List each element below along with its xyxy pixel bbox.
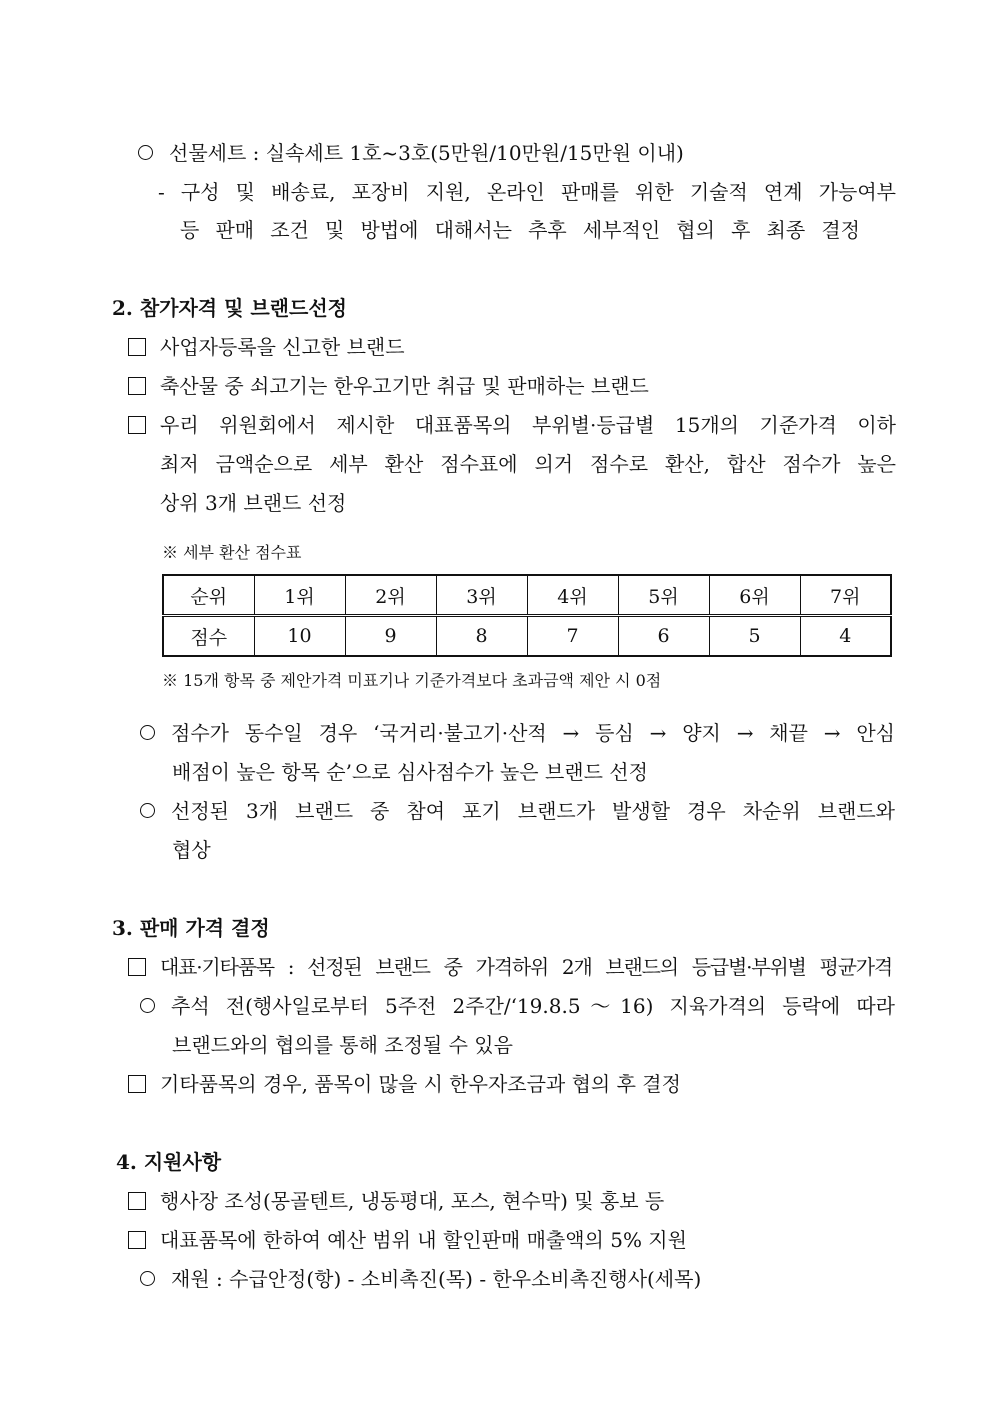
tie-rule-line1: 점수가 동수일 경우 ‘국거리·불고기·산적 → 등심 → 양지 → 채끝 → 안심	[171, 721, 895, 745]
section4-item1	[128, 1187, 664, 1215]
circle-bullet-icon	[140, 1271, 155, 1286]
section3-sub1-line2: 브랜드와의 협의를 통해 조정될 수 있음	[172, 1033, 513, 1057]
gift-set-detail-line2: 등 판매 조건 및 방법에 대해서는 추후 세부적인 협의 후 최종 결정	[180, 218, 860, 242]
score-table-row-label: 점수	[163, 616, 254, 657]
section3-heading: 3. 판매 가격 결정	[112, 916, 270, 940]
tie-rule-item	[140, 719, 896, 747]
section2-item2	[128, 372, 649, 400]
rank-cell: 4위	[527, 575, 618, 616]
score-table-caption: ※ 세부 환산 점수표	[162, 543, 302, 562]
square-bullet-icon	[128, 1075, 146, 1093]
section4-heading: 4. 지원사항	[116, 1150, 222, 1174]
score-cell: 4	[800, 616, 891, 657]
giveup-rule-line1: 선정된 3개 브랜드 중 참여 포기 브랜드가 발생할 경우 차순위 브랜드와	[171, 799, 895, 823]
circle-bullet-icon	[140, 725, 155, 740]
giveup-rule-line2: 협상	[172, 838, 211, 862]
square-bullet-icon	[128, 1231, 146, 1249]
square-bullet-icon	[128, 416, 146, 434]
section4-sub1-text: 재원 : 수급안정(항) - 소비촉진(목) - 한우소비촉진행사(세목)	[171, 1267, 702, 1291]
section3-item1-text: 대표·기타품목 : 선정된 브랜드 중 가격하위 2개 브랜드의 등급별·부위별 평균가격	[160, 955, 892, 979]
section3-item2-text: 기타품목의 경우, 품목이 많을 시 한우자조금과 협의 후 결정	[160, 1072, 681, 1096]
score-table-header-label: 순위	[163, 575, 254, 616]
section2-heading: 2. 참가자격 및 브랜드선정	[112, 296, 347, 320]
rank-cell: 1위	[254, 575, 345, 616]
section2-item3-line3: 상위 3개 브랜드 선정	[160, 491, 347, 515]
square-bullet-icon	[128, 1192, 146, 1210]
section3-sub1	[140, 992, 896, 1020]
section2-item1	[128, 333, 405, 361]
circle-bullet-icon	[140, 803, 155, 818]
section4-item1-text: 행사장 조성(몽골텐트, 냉동평대, 포스, 현수막) 및 홍보 등	[160, 1189, 665, 1213]
circle-bullet-icon	[138, 145, 153, 160]
section4-item2	[128, 1226, 687, 1254]
score-cell: 6	[618, 616, 709, 657]
section2-item3	[128, 411, 896, 439]
section4-item2-text: 대표품목에 한하여 예산 범위 내 할인판매 매출액의 5% 지원	[160, 1228, 687, 1252]
circle-bullet-icon	[140, 998, 155, 1013]
section3-sub1-line1: 추석 전(행사일로부터 5주전 2주간/‘19.8.5～16) 지육가격의 등락에 따라	[171, 994, 895, 1018]
rank-cell: 3위	[436, 575, 527, 616]
score-table	[162, 574, 892, 657]
section2-item3-line1: 우리 위원회에서 제시한 대표품목의 부위별·등급별 15개의 기준가격 이하	[160, 413, 896, 437]
score-cell: 5	[709, 616, 800, 657]
score-table-note: ※ 15개 항목 중 제안가격 미표기나 기준가격보다 초과금액 제안 시 0점	[162, 671, 662, 690]
section3-item1	[128, 953, 892, 981]
section2-item1-text: 사업자등록을 신고한 브랜드	[160, 335, 405, 359]
rank-cell: 2위	[345, 575, 436, 616]
square-bullet-icon	[128, 377, 146, 395]
section2-item3-line2: 최저 금액순으로 세부 환산 점수표에 의거 점수로 환산, 합산 점수가 높은	[160, 452, 896, 476]
score-cell: 7	[527, 616, 618, 657]
gift-set-item	[138, 139, 684, 167]
square-bullet-icon	[128, 958, 146, 976]
score-cell: 10	[254, 616, 345, 657]
score-table-score-row	[163, 616, 891, 657]
score-cell: 9	[345, 616, 436, 657]
rank-cell: 7위	[800, 575, 891, 616]
rank-cell: 6위	[709, 575, 800, 616]
section4-sub1	[140, 1265, 701, 1293]
tie-rule-line2: 배점이 높은 항목 순’으로 심사점수가 높은 브랜드 선정	[172, 760, 648, 784]
gift-set-text: 선물세트 : 실속세트 1호~3호(5만원/10만원/15만원 이내)	[169, 141, 684, 165]
section2-item2-text: 축산물 중 쇠고기는 한우고기만 취급 및 판매하는 브랜드	[160, 374, 649, 398]
rank-cell: 5위	[618, 575, 709, 616]
score-table-header-row	[163, 575, 891, 616]
giveup-rule-item	[140, 797, 896, 825]
section3-item2	[128, 1070, 681, 1098]
square-bullet-icon	[128, 338, 146, 356]
score-cell: 8	[436, 616, 527, 657]
gift-set-detail-line1: - 구성 및 배송료, 포장비 지원, 온라인 판매를 위한 기술적 연계 가능여부	[158, 180, 896, 204]
